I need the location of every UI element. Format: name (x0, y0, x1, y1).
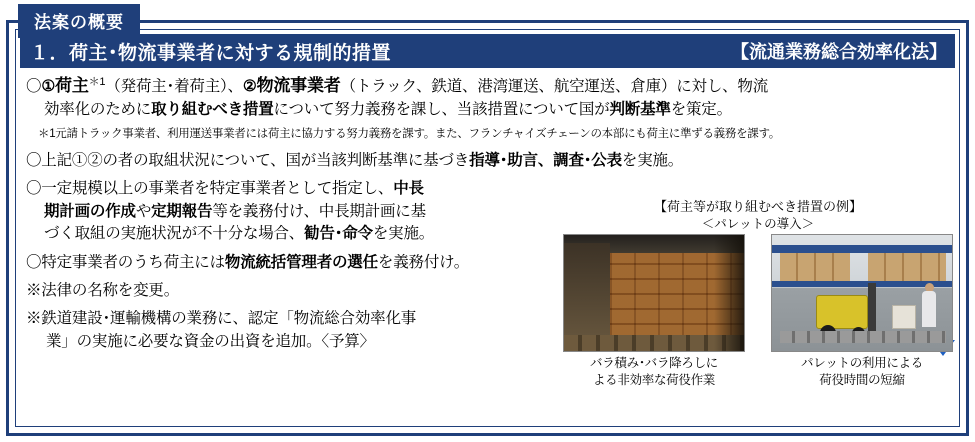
photo-caption-line2: ＜パレットの導入＞ (701, 216, 815, 231)
para1-line2-pre: 効率化のために (44, 100, 152, 118)
photo-card-right (771, 234, 953, 388)
forklift-body (816, 295, 868, 329)
para2-pre: 〇上記①②の者の取組状況について、国が当該判断基準に基づき (26, 151, 470, 169)
footnote-1: ＊1元請トラック事業者、利用運送事業者には荷主に協力する努力義務を課す。また、フランチャイズチェーンの本部にも荷主に準ずる義務を課す。 (38, 128, 780, 141)
para3-bold2: 定期報告 (151, 202, 213, 220)
paragraph-6 (26, 308, 586, 353)
photo-right-side-box (892, 305, 916, 329)
photo-right-caption-line1: パレットの利用による (801, 356, 923, 371)
photo-caption-line1: 【荷主等が取り組むべき措置の例】 (653, 199, 862, 214)
body-area (16, 68, 959, 426)
para3-line3-post: を実施。 (372, 225, 435, 243)
para2-post: を実施。 (621, 151, 684, 169)
paragraph-4 (26, 252, 586, 274)
photo-right-caption (771, 355, 953, 388)
photo-card-left (563, 234, 745, 388)
content-inner-frame (15, 29, 960, 427)
section-title-bar (20, 34, 955, 68)
header-tab: 法案の概要 (18, 4, 140, 38)
photo-left-vignette (714, 235, 744, 351)
photo-right-pallet-row (780, 331, 946, 343)
photo-right-boxes-1 (780, 253, 850, 281)
para1-bold3: 取り組むべき措置 (151, 100, 274, 118)
para3-line3-pre: づく取組の実施状況が不十分な場合、 (44, 225, 305, 243)
para3-pre: 〇一定規模以上の事業者を特定事業者として指定し、 (26, 180, 394, 198)
para1-bold2: 物流事業者 (256, 76, 341, 95)
paragraph-2 (26, 150, 951, 172)
para1-marker1: ① (41, 78, 56, 95)
para1-note-mark: ＊1 (88, 75, 106, 88)
para1-prefix: 〇 (26, 78, 42, 95)
bara-zumi-photo (563, 234, 745, 352)
photo-left-caption (563, 355, 745, 388)
para6-line2: 業」の実施に必要な資金の出資を追加。〈予算〉 (46, 332, 375, 350)
para6-line1: ※鉄道建設･運輸機構の業務に、認定「物流総合効率化事 (26, 310, 417, 328)
para1-line2-end: を策定。 (670, 100, 732, 118)
para3-line2-mid: や (135, 202, 152, 220)
para4-pre: 〇特定事業者のうち荷主には (26, 253, 225, 271)
worker-body (922, 291, 936, 327)
para3-bold3: 勧告･命令 (304, 225, 373, 243)
photo-left-caption-line2: よる非効率な荷役作業 (592, 372, 715, 387)
forklift-mast (868, 283, 876, 331)
photo-right-beam-top (772, 245, 952, 253)
photo-left-caption-line1: バラ積み･バラ降ろしに (590, 356, 718, 371)
photo-right-caption-line2: 荷役時間の短縮 (819, 372, 905, 387)
para1-line2-mid: について努力義務を課し、当該措置について国が (273, 100, 610, 118)
para3-line2-post: 等を義務付け、中長期計画に基 (212, 202, 426, 220)
para3-bold1: 中長 (393, 180, 424, 198)
law-name-badge: 【流通業務総合効率化法】 (731, 42, 947, 62)
photo-right-boxes-2 (868, 253, 946, 281)
pallet-forklift-photo (771, 234, 953, 352)
paragraph-1 (26, 74, 951, 121)
para3-line2-bold: 期計画の作成 (44, 202, 136, 220)
para1-bold1: 荷主 (55, 76, 89, 95)
photo-block-caption (563, 198, 953, 232)
para4-post: を義務付け。 (377, 253, 470, 271)
para4-bold: 物流統括管理者の選任 (224, 253, 378, 271)
paragraph-3 (26, 178, 586, 245)
paragraph-5: ※法律の名称を変更。 (26, 281, 180, 299)
para1-mid2: （トラック、鉄道、港湾運送、航空運送、倉庫）に対し、物流 (340, 78, 769, 95)
content-frame (6, 20, 969, 436)
photo-pair (563, 234, 953, 388)
para1-bold4: 判断基準 (609, 100, 671, 118)
para2-bold: 指導･助言、調査･公表 (469, 151, 622, 169)
photo-block (563, 198, 953, 388)
para1-mid1: （発荷主･着荷主）、 (105, 78, 243, 95)
section-title: １．荷主･物流事業者に対する規制的措置 (30, 42, 392, 64)
para1-marker2: ② (242, 78, 257, 95)
